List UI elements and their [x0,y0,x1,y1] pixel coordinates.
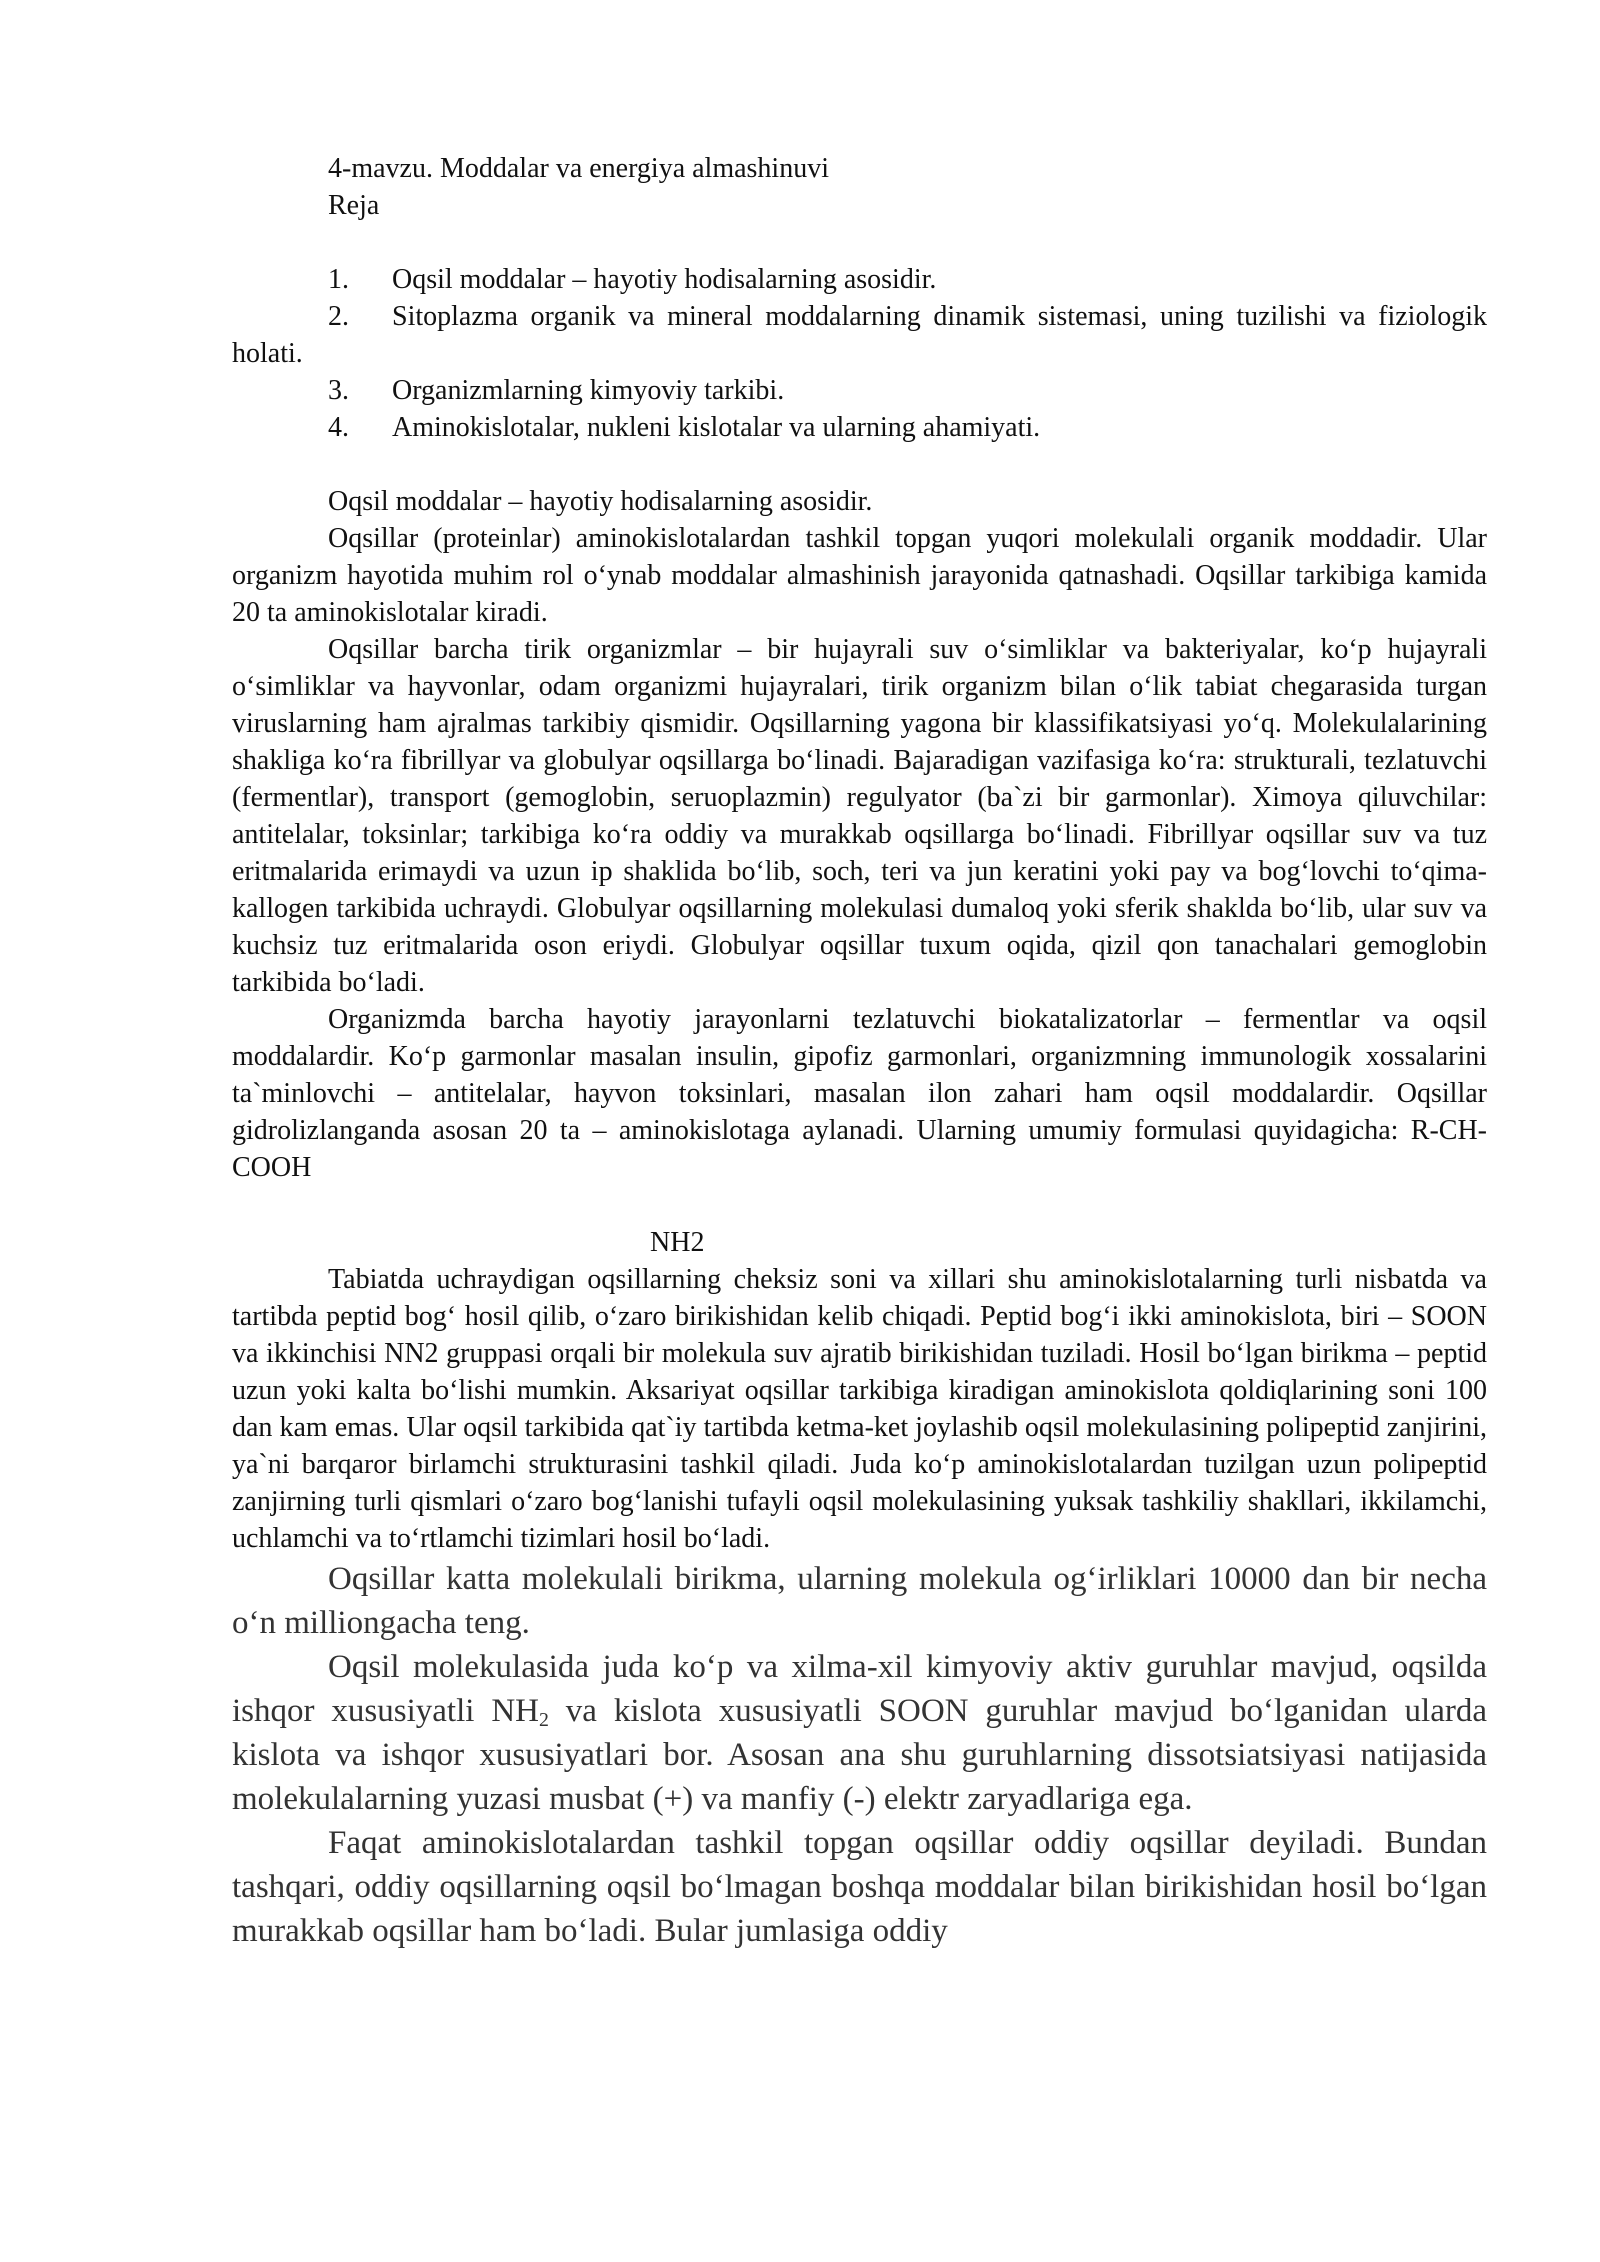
plan-item-text: Sitoplazma organik va mineral moddalarning dinamik sistemasi, uning tuzilishi va fiziologik holati. [232,301,1487,369]
plan-label: Reja [328,190,380,221]
document-title: 4-mavzu. Moddalar va energiya almashinuvi [328,153,829,184]
paragraph: Oqsillar barcha tirik organizmlar – bir hujayrali suv o‘simliklar va bakteriyalar, ko‘p hujayrali o‘simliklar va hayvonlar, odam organizmi hujayralari, tirik organizm bilan o‘lik tabiat chegarasida turgan viruslarning ham ajralmas tarkibiy qismidir. Oqsillarning yagona bir klassifikatsiyasi yo‘q. Molekulalarining shakliga ko‘ra fibrillyar va globulyar oqsillarga bo‘linadi. Bajaradigan vazifasiga ko‘ra: strukturali, tezlatuvchi (fermentlar), transport (gemoglobin, seruoplazmin) regulyator (ba`zi bir garmonlar). Ximoya qiluvchilar: antitelalar, toksinlar; tarkibiga ko‘ra oddiy va murakkab oqsillarga bo‘linadi. Fibrillyar oqsillar suv va tuz eritmalarida erimaydi va uzun ip shaklida bo‘lib, soch, teri va jun keratini yoki pay va bog‘lovchi to‘qima-kallogen tarkibida uchraydi. Globulyar oqsillarning molekulasi dumaloq yoki sferik shaklda bo‘lib, ular suv va kuchsiz tuz eritmalarida oson eriydi. Globulyar oqsillar tuxum oqida, qizil qon tanachalari gemoglobin tarkibida bo‘ladi. [232,634,1487,998]
plan-item [232,298,1487,372]
paragraph: Faqat aminokislotalardan tashkil topgan oqsillar oddiy oqsillar deyiladi. Bundan tashqari, oddiy oqsillarning oqsil bo‘lmagan boshqa moddalar bilan birikishidan hosil bo‘lgan murakkab oqsillar ham bo‘ladi. Bular jumlasiga oddiy [232,1825,1487,1949]
plan-item-number: 3. [328,375,349,406]
plan-item [232,261,1487,298]
formula-nh2: NH2 [650,1227,705,1258]
paragraph-part: va kislota xususiyatli SOON guruhlar mavjud bo‘lganidan ularda kislota va ishqor xususiyatlari bor. Asosan ana shu guruhlarning dissotsiatsiyasi natijasida molekulalarning yuzasi musbat (+) va manfiy (-) elektr zaryadlariga ega. [232,1693,1487,1817]
plan-item [232,409,1487,446]
paragraph: Tabiatda uchraydigan oqsillarning cheksiz soni va xillari shu aminokislotalarning turli nisbatda va tartibda peptid bog‘ hosil qilib, o‘zaro birikishidan kelib chiqadi. Peptid bog‘i ikki aminokislota, biri – SOON va ikkinchisi NN2 gruppasi orqali bir molekula suv ajratib birikishidan tuziladi. Hosil bo‘lgan birikma – peptid uzun yoki kalta bo‘lishi mumkin. Aksariyat oqsillar tarkibiga kiradigan aminokislota qoldiqlarining soni 100 dan kam emas. Ular oqsil tarkibida qat`iy tartibda ketma-ket joylashib oqsil molekulasining polipeptid zanjirini, ya`ni barqaror birlamchi strukturasini tashkil qiladi. Juda ko‘p aminokislotalardan tuzilgan uzun polipeptid zanjirning turli qismlari o‘zaro bog‘lanishi tufayli oqsil molekulasining yuksak tashkiliy shakllari, ikkilamchi, uchlamchi va to‘rtlamchi tizimlari hosil bo‘ladi. [232,1264,1487,1554]
spacer [232,446,1487,483]
plan-item-text: Oqsil moddalar – hayotiy hodisalarning asosidir. [392,264,937,295]
plan-item-number: 2. [328,301,349,332]
section-heading: Oqsil moddalar – hayotiy hodisalarning asosidir. [328,486,873,517]
plan-item-number: 4. [328,412,349,443]
paragraph: Organizmda barcha hayotiy jarayonlarni tezlatuvchi biokatalizatorlar – fermentlar va oqsil moddalardir. Ko‘p garmonlar masalan insulin, gipofiz garmonlari, organizmning immunologik xossalarini ta`minlovchi – antitelalar, hayvon toksinlari, masalan ilon zahari ham oqsil moddalardir. Oqsillar gidrolizlanganda asosan 20 ta – aminokislotaga aylanadi. Ularning umumiy formulasi quyidagicha: R-CH-COOH [232,1004,1487,1183]
document-body [232,150,1487,1953]
paragraph: Oqsillar katta molekulali birikma, ularning molekula og‘irliklari 10000 dan bir necha o‘n milliongacha teng. [232,1561,1487,1641]
plan-item-text: Organizmlarning kimyoviy tarkibi. [392,375,785,406]
spacer [232,224,1487,261]
plan-item-number: 1. [328,264,349,295]
plan-list [232,261,1487,446]
subscript: 2 [538,1708,549,1731]
plan-item-text: Aminokislotalar, nukleni kislotalar va ularning ahamiyati. [392,412,1041,443]
large-text-section [232,1557,1487,1953]
plan-item [232,372,1487,409]
paragraph-part: Oqsil molekulasida juda ko‘p va xilma-xil kimyoviy aktiv guruhlar mavjud, oqsilda ishqor xususiyatli NH [232,1649,1487,1729]
paragraph: Oqsillar (proteinlar) aminokislotalardan tashkil topgan yuqori molekulali organik moddadir. Ular organizm hayotida muhim rol o‘ynab moddalar almashinish jarayonida qatnashadi. Oqsillar tarkibiga kamida 20 ta aminokislotalar kiradi. [232,523,1487,628]
paragraph [232,1645,1487,1821]
